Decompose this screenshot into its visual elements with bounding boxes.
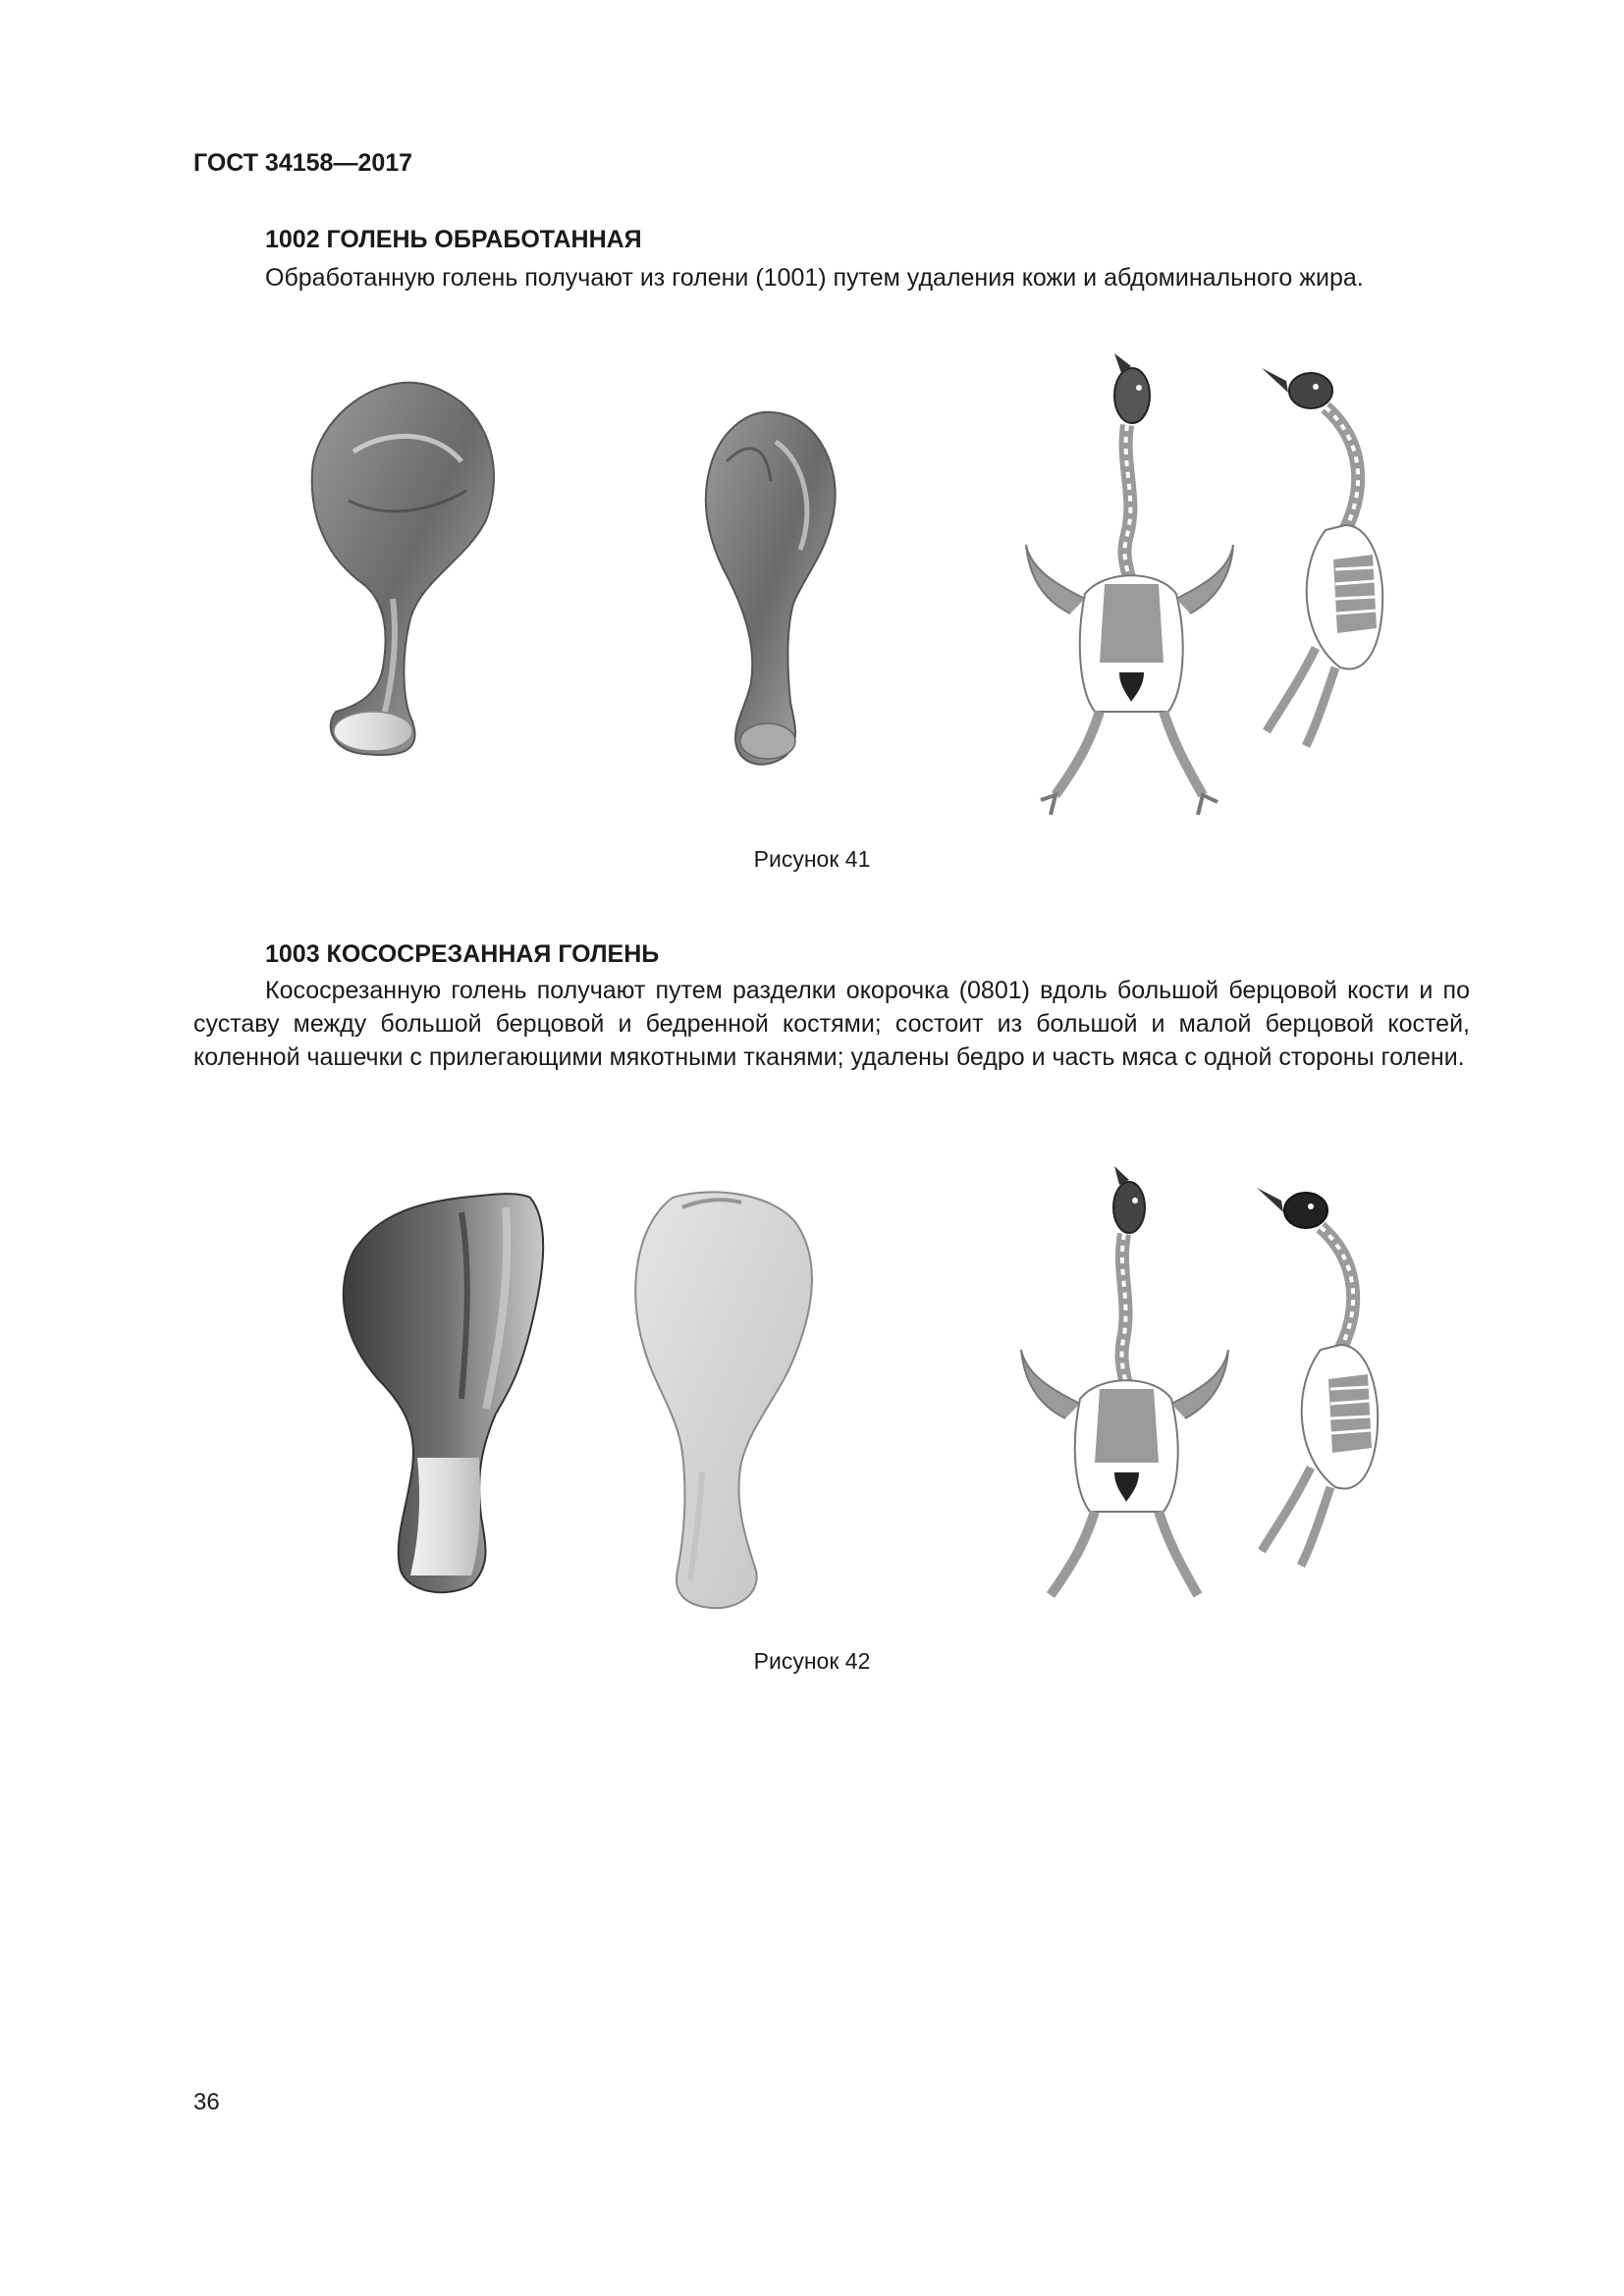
section-title-1003: 1003 КОСОСРЕЗАННАЯ ГОЛЕНЬ bbox=[265, 940, 660, 968]
figure-41-skeleton-side bbox=[1257, 353, 1434, 766]
figure-41-skeleton-front bbox=[1011, 348, 1247, 820]
figure-41-drumstick-side bbox=[677, 402, 874, 775]
section-text-1003: Кососрезанную голень получают путем разделки окорочка (0801) вдоль большой берцовой кости и по суставу между большой берцовой и бедренной костями; состоит из большой и малой берцовой костей, коленной чашечки с прилегающими мякотными тканями; удалены бедро и часть мяса с одной стороны голени. bbox=[193, 977, 1470, 1071]
figure-41-drumstick-front bbox=[295, 373, 530, 766]
section-title-1002: 1002 ГОЛЕНЬ ОБРАБОТАННАЯ bbox=[265, 226, 642, 253]
figure-42-skeleton-side bbox=[1247, 1173, 1424, 1585]
figure-42-cut-drumstick-inner bbox=[324, 1183, 560, 1615]
page-number: 36 bbox=[193, 2089, 220, 2115]
section-text-1002: Обработанную голень получают из голени (1001) путем удаления кожи и абдоминального жира. bbox=[265, 264, 1364, 292]
figure-42-skeleton-front bbox=[1001, 1163, 1237, 1615]
document-code: ГОСТ 34158—2017 bbox=[193, 149, 413, 177]
figure-42-cut-drumstick-outer bbox=[614, 1178, 830, 1620]
figure-42-caption: Рисунок 42 bbox=[753, 1648, 871, 1674]
figure-41-caption: Рисунок 41 bbox=[753, 846, 871, 872]
